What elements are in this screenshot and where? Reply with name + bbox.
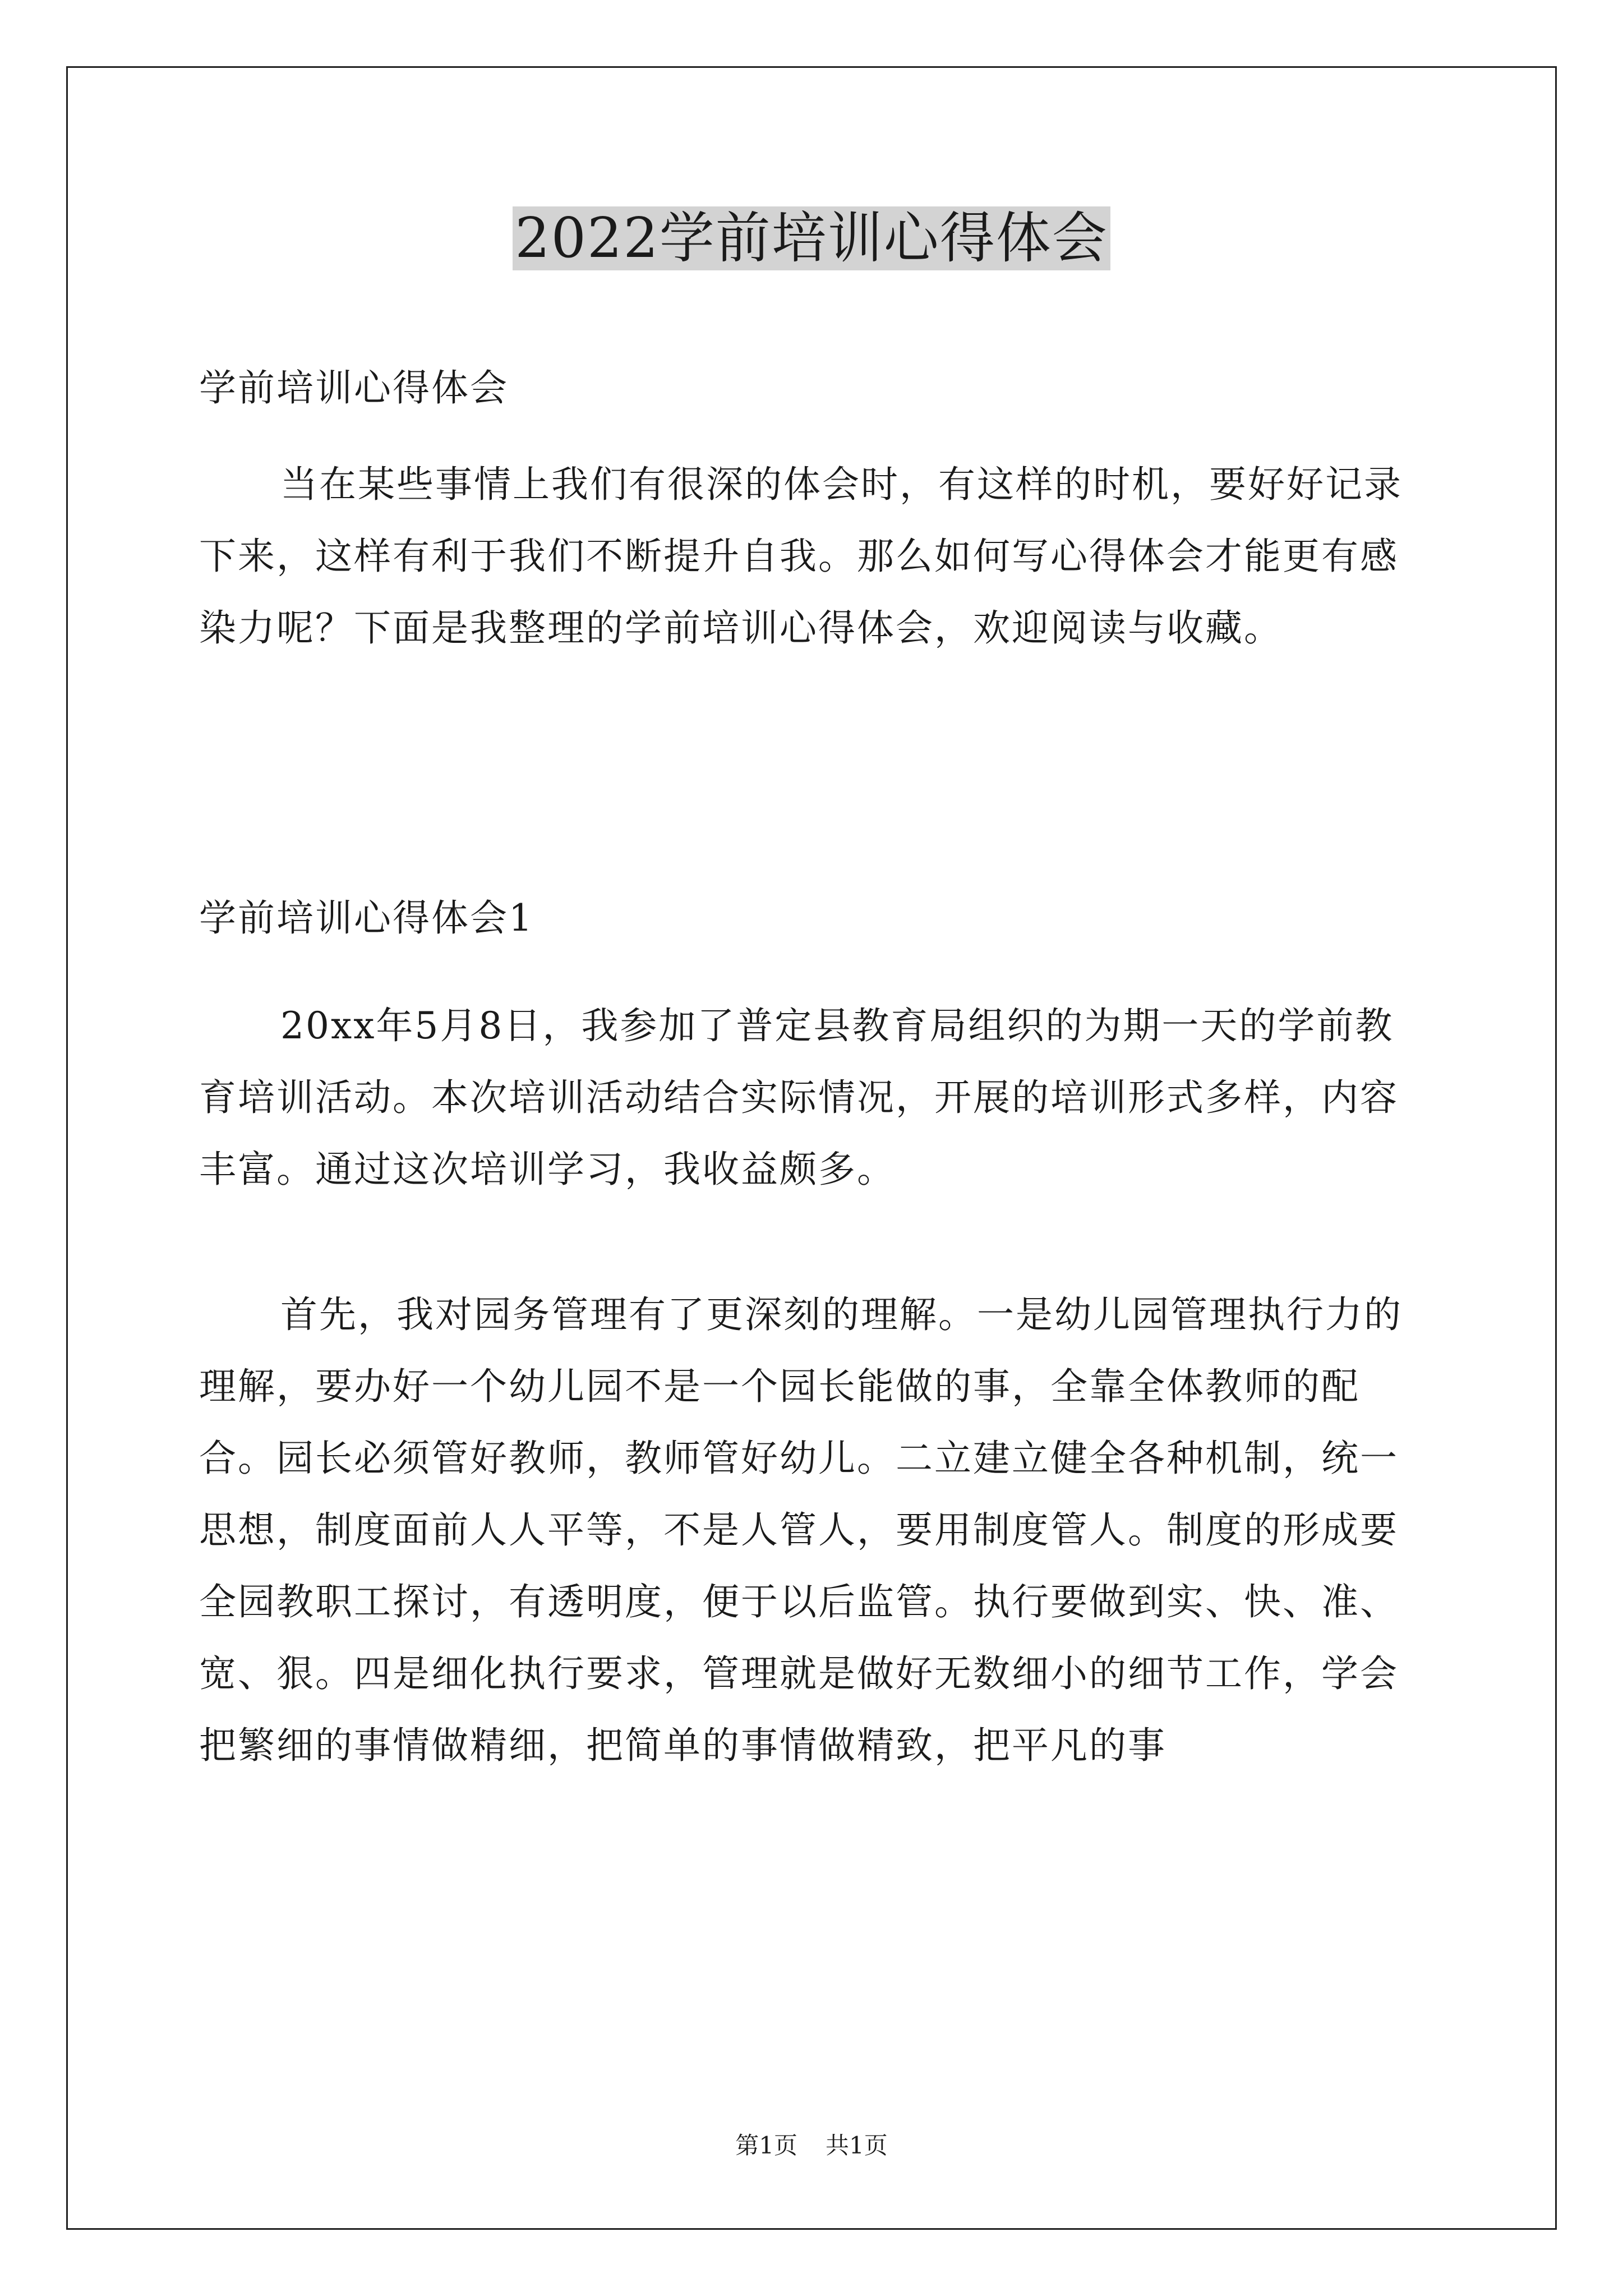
title-text: 2022学前培训心得体会	[513, 206, 1110, 270]
page-footer	[0, 2129, 1623, 2162]
page-total: 共1页	[826, 2132, 888, 2159]
page-number: 第1页	[735, 2132, 797, 2159]
intro-paragraph: 当在某些事情上我们有很深的体会时，有这样的时机，要好好记录下来，这样有利于我们不断提升自我。那么如何写心得体会才能更有感染力呢？下面是我整理的学前培训心得体会，欢迎阅读与收藏。	[199, 463, 1403, 650]
document-title	[0, 199, 1623, 278]
paragraph-1: 20xx年5月8日，我参加了普定县教育局组织的为期一天的学前教育培训活动。本次培训活动结合实际情况，开展的培训形式多样，内容丰富。通过这次培训学习，我收益颇多。	[199, 1004, 1399, 1191]
section-heading-1: 学前培训心得体会1	[199, 896, 534, 940]
paragraph-2: 首先，我对园务管理有了更深刻的理解。一是幼儿园管理执行力的理解，要办好一个幼儿园不是一个园长能做的事，全靠全体教师的配合。园长必须管好教师，教师管好幼儿。二立建立健全各种机制，统一思想，制度面前人人平等，不是人管人，要用制度管人。制度的形成要全园教职工探讨，有透明度，便于以后监管。执行要做到实、快、准、宽、狠。四是细化执行要求，管理就是做好无数细小的细节工作，学会把繁细的事情做精细，把简单的事情做精致，把平凡的事	[199, 1293, 1403, 1767]
subheading: 学前培训心得体会	[199, 366, 509, 409]
